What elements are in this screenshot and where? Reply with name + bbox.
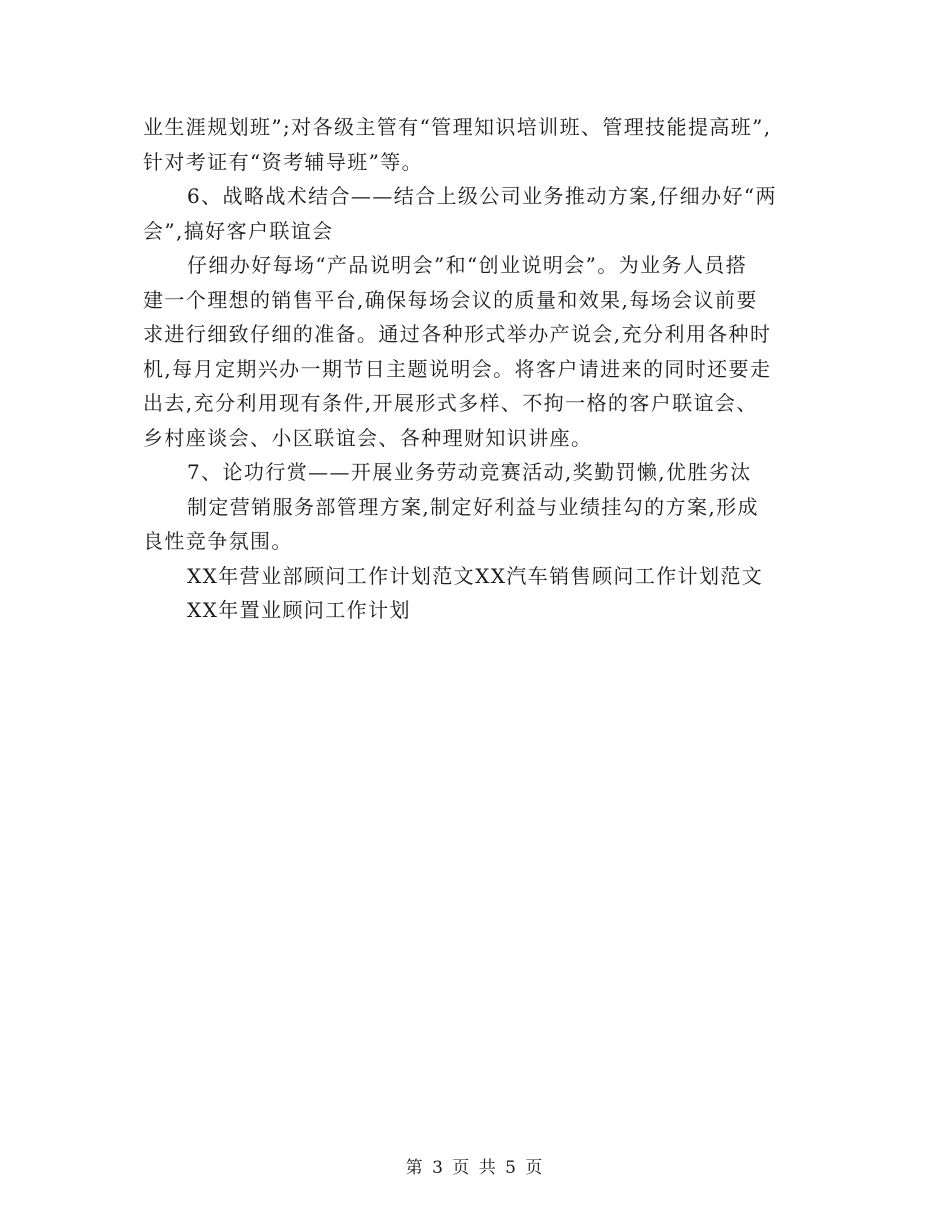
paragraph-line: 制定营销服务部管理方案,制定好利益与业绩挂勾的方案,形成 [187,494,759,519]
paragraph-line: 建一个理想的销售平台,确保每场会议的质量和效果,每场会议前要 [143,287,758,312]
related-articles-line: XX年营业部顾问工作计划范文XX汽车销售顾问工作计划范文 [187,563,764,588]
body-line: 业生涯规划班”;对各级主管有“管理知识培训班、管理技能提高班”, [143,115,772,139]
section-heading-continued: 会”,搞好客户联谊会 [143,218,334,243]
paragraph-line: 仔细办好每场“产品说明会”和“创业说明会”。为业务人员搭 [187,253,748,277]
document-body [143,110,813,628]
paragraph-line: 良性竞争氛围。 [143,529,293,553]
related-articles-line: XX年置业顾问工作计划 [187,598,411,622]
section-heading: 6、战略战术结合——结合上级公司业务推动方案,仔细办好“两 [187,184,777,208]
paragraph-line: 出去,充分利用现有条件,开展形式多样、不拘一格的客户联谊会、 [143,391,758,415]
paragraph-line: 求进行细致仔细的准备。通过各种形式举办产说会,充分利用各种时 [143,322,772,346]
body-line: 针对考证有“资考辅导班”等。 [143,149,424,174]
paragraph-line: 机,每月定期兴办一期节日主题说明会。将客户请进来的同时还要走 [143,356,772,381]
paragraph-line: 乡村座谈会、小区联谊会、各种理财知识讲座。 [143,425,593,450]
section-heading: 7、论功行赏——开展业务劳动竞赛活动,奖勤罚懒,优胜劣汰 [187,460,752,484]
page-number-footer: 第 3 页 共 5 页 [405,1158,545,1178]
